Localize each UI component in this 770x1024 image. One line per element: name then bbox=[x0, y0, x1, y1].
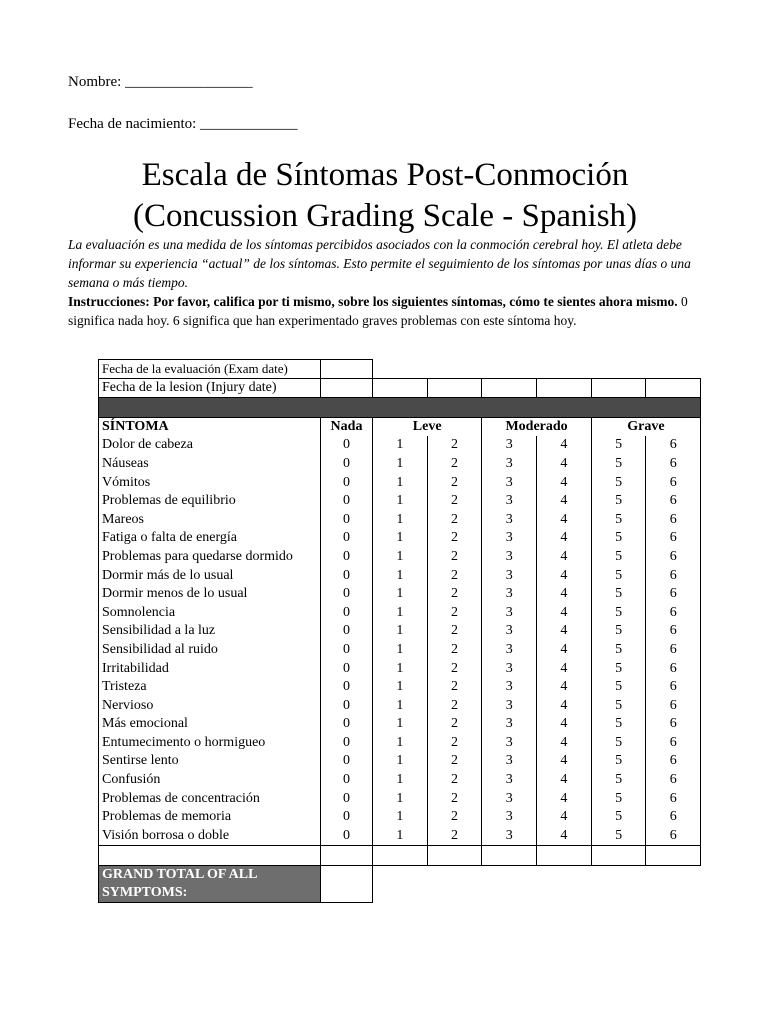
page-subtitle: (Concussion Grading Scale - Spanish) bbox=[132, 198, 638, 234]
score-option-6[interactable]: 6 bbox=[646, 473, 701, 492]
score-option-3[interactable]: 3 bbox=[482, 827, 537, 846]
score-option-6[interactable]: 6 bbox=[646, 529, 701, 548]
spacer-cell bbox=[373, 845, 428, 865]
symptom-label: Irritabilidad bbox=[99, 659, 321, 678]
score-option-2[interactable]: 2 bbox=[427, 603, 482, 622]
score-option-5[interactable]: 5 bbox=[591, 548, 646, 567]
spacer-cell bbox=[646, 845, 701, 865]
score-option-1[interactable]: 1 bbox=[373, 808, 428, 827]
score-option-3[interactable]: 3 bbox=[482, 510, 537, 529]
score-option-0[interactable]: 0 bbox=[321, 715, 373, 734]
score-option-0[interactable]: 0 bbox=[321, 473, 373, 492]
score-option-5[interactable]: 5 bbox=[591, 678, 646, 697]
score-option-1[interactable]: 1 bbox=[373, 548, 428, 567]
score-option-5[interactable]: 5 bbox=[591, 696, 646, 715]
score-option-0[interactable]: 0 bbox=[321, 622, 373, 641]
score-option-4[interactable]: 4 bbox=[537, 734, 592, 753]
dob-field-label: Fecha de nacimiento: _____________ bbox=[68, 116, 298, 132]
spacer-row bbox=[99, 845, 701, 865]
score-option-3[interactable]: 3 bbox=[482, 678, 537, 697]
score-option-6[interactable]: 6 bbox=[646, 771, 701, 790]
symptom-label: Náuseas bbox=[99, 455, 321, 474]
dark-band bbox=[99, 398, 701, 418]
score-option-0[interactable]: 0 bbox=[321, 771, 373, 790]
spacer-cell bbox=[99, 845, 321, 865]
injury-date-cell[interactable] bbox=[591, 379, 646, 398]
score-option-1[interactable]: 1 bbox=[373, 622, 428, 641]
score-option-4[interactable]: 4 bbox=[537, 492, 592, 511]
header-nada: Nada bbox=[321, 418, 373, 437]
score-option-0[interactable]: 0 bbox=[321, 492, 373, 511]
score-option-2[interactable]: 2 bbox=[427, 529, 482, 548]
header-grave: Grave bbox=[591, 418, 700, 437]
symptom-row bbox=[99, 734, 701, 753]
score-option-4[interactable]: 4 bbox=[537, 622, 592, 641]
score-option-1[interactable]: 1 bbox=[373, 827, 428, 846]
score-option-5[interactable]: 5 bbox=[591, 473, 646, 492]
score-option-6[interactable]: 6 bbox=[646, 585, 701, 604]
score-option-0[interactable]: 0 bbox=[321, 603, 373, 622]
header-symptom: SÍNTOMA bbox=[99, 418, 321, 437]
score-option-1[interactable]: 1 bbox=[373, 641, 428, 660]
score-option-6[interactable]: 6 bbox=[646, 566, 701, 585]
symptom-row bbox=[99, 678, 701, 697]
score-option-4[interactable]: 4 bbox=[537, 455, 592, 474]
score-option-2[interactable]: 2 bbox=[427, 566, 482, 585]
score-option-6[interactable]: 6 bbox=[646, 752, 701, 771]
symptom-label: Tristeza bbox=[99, 678, 321, 697]
score-option-2[interactable]: 2 bbox=[427, 548, 482, 567]
score-option-1[interactable]: 1 bbox=[373, 789, 428, 808]
symptom-label: Visión borrosa o doble bbox=[99, 827, 321, 846]
score-option-2[interactable]: 2 bbox=[427, 492, 482, 511]
symptom-row bbox=[99, 585, 701, 604]
score-option-2[interactable]: 2 bbox=[427, 827, 482, 846]
symptom-label: Sensibilidad al ruido bbox=[99, 641, 321, 660]
score-option-2[interactable]: 2 bbox=[427, 808, 482, 827]
score-option-3[interactable]: 3 bbox=[482, 622, 537, 641]
symptom-row bbox=[99, 603, 701, 622]
score-option-4[interactable]: 4 bbox=[537, 789, 592, 808]
symptom-label: Problemas de memoria bbox=[99, 808, 321, 827]
injury-date-input[interactable] bbox=[321, 379, 373, 398]
symptom-row bbox=[99, 529, 701, 548]
score-option-5[interactable]: 5 bbox=[591, 603, 646, 622]
score-option-0[interactable]: 0 bbox=[321, 436, 373, 455]
grand-total-blank bbox=[373, 865, 701, 902]
score-option-6[interactable]: 6 bbox=[646, 808, 701, 827]
injury-date-cell[interactable] bbox=[537, 379, 592, 398]
score-option-3[interactable]: 3 bbox=[482, 771, 537, 790]
score-option-0[interactable]: 0 bbox=[321, 641, 373, 660]
score-option-2[interactable]: 2 bbox=[427, 641, 482, 660]
symptom-row bbox=[99, 492, 701, 511]
exam-date-row bbox=[99, 360, 701, 379]
score-option-2[interactable]: 2 bbox=[427, 715, 482, 734]
spacer-cell bbox=[537, 845, 592, 865]
score-option-1[interactable]: 1 bbox=[373, 436, 428, 455]
score-option-3[interactable]: 3 bbox=[482, 436, 537, 455]
score-option-2[interactable]: 2 bbox=[427, 585, 482, 604]
score-option-6[interactable]: 6 bbox=[646, 548, 701, 567]
score-option-1[interactable]: 1 bbox=[373, 529, 428, 548]
symptom-row bbox=[99, 548, 701, 567]
score-option-4[interactable]: 4 bbox=[537, 659, 592, 678]
score-option-2[interactable]: 2 bbox=[427, 734, 482, 753]
score-option-2[interactable]: 2 bbox=[427, 696, 482, 715]
spacer-cell bbox=[427, 845, 482, 865]
score-option-2[interactable]: 2 bbox=[427, 659, 482, 678]
score-option-0[interactable]: 0 bbox=[321, 827, 373, 846]
symptom-label: Dolor de cabeza bbox=[99, 436, 321, 455]
score-option-4[interactable]: 4 bbox=[537, 678, 592, 697]
score-option-4[interactable]: 4 bbox=[537, 752, 592, 771]
score-option-3[interactable]: 3 bbox=[482, 734, 537, 753]
symptom-label: Mareos bbox=[99, 510, 321, 529]
symptom-row bbox=[99, 510, 701, 529]
symptom-row bbox=[99, 808, 701, 827]
score-option-4[interactable]: 4 bbox=[537, 771, 592, 790]
symptom-row bbox=[99, 827, 701, 846]
symptom-row bbox=[99, 436, 701, 455]
score-option-3[interactable]: 3 bbox=[482, 566, 537, 585]
score-option-2[interactable]: 2 bbox=[427, 510, 482, 529]
score-option-5[interactable]: 5 bbox=[591, 455, 646, 474]
score-option-3[interactable]: 3 bbox=[482, 696, 537, 715]
symptom-row bbox=[99, 696, 701, 715]
symptom-label: Nervioso bbox=[99, 696, 321, 715]
score-option-1[interactable]: 1 bbox=[373, 734, 428, 753]
score-option-3[interactable]: 3 bbox=[482, 473, 537, 492]
score-option-1[interactable]: 1 bbox=[373, 715, 428, 734]
score-option-6[interactable]: 6 bbox=[646, 715, 701, 734]
score-option-6[interactable]: 6 bbox=[646, 622, 701, 641]
score-option-5[interactable]: 5 bbox=[591, 436, 646, 455]
score-option-6[interactable]: 6 bbox=[646, 603, 701, 622]
symptom-scale-table bbox=[98, 359, 701, 903]
symptom-label: Confusión bbox=[99, 771, 321, 790]
score-option-5[interactable]: 5 bbox=[591, 529, 646, 548]
score-option-4[interactable]: 4 bbox=[537, 436, 592, 455]
spacer-cell bbox=[482, 845, 537, 865]
score-option-2[interactable]: 2 bbox=[427, 436, 482, 455]
symptom-label: Dormir menos de lo usual bbox=[99, 585, 321, 604]
score-option-4[interactable]: 4 bbox=[537, 641, 592, 660]
injury-date-cell[interactable] bbox=[482, 379, 537, 398]
score-option-1[interactable]: 1 bbox=[373, 659, 428, 678]
score-option-3[interactable]: 3 bbox=[482, 659, 537, 678]
page-title: Escala de Síntomas Post-Conmoción bbox=[141, 157, 629, 193]
score-option-0[interactable]: 0 bbox=[321, 734, 373, 753]
name-field-label: Nombre: _________________ bbox=[68, 74, 253, 90]
exam-date-input[interactable] bbox=[321, 360, 373, 379]
symptom-label: Somnolencia bbox=[99, 603, 321, 622]
score-option-0[interactable]: 0 bbox=[321, 585, 373, 604]
score-option-0[interactable]: 0 bbox=[321, 678, 373, 697]
symptom-label: Problemas para quedarse dormido bbox=[99, 548, 321, 567]
score-option-3[interactable]: 3 bbox=[482, 789, 537, 808]
score-option-1[interactable]: 1 bbox=[373, 455, 428, 474]
symptom-label: Problemas de equilibrio bbox=[99, 492, 321, 511]
score-option-0[interactable]: 0 bbox=[321, 510, 373, 529]
score-option-1[interactable]: 1 bbox=[373, 771, 428, 790]
injury-date-label: Fecha de la lesion (Injury date) bbox=[99, 379, 321, 398]
score-option-6[interactable]: 6 bbox=[646, 510, 701, 529]
score-option-6[interactable]: 6 bbox=[646, 455, 701, 474]
symptom-row bbox=[99, 641, 701, 660]
score-option-1[interactable]: 1 bbox=[373, 492, 428, 511]
injury-date-cell[interactable] bbox=[646, 379, 701, 398]
score-option-5[interactable]: 5 bbox=[591, 771, 646, 790]
score-option-4[interactable]: 4 bbox=[537, 529, 592, 548]
score-option-4[interactable]: 4 bbox=[537, 808, 592, 827]
score-option-3[interactable]: 3 bbox=[482, 529, 537, 548]
score-option-4[interactable]: 4 bbox=[537, 827, 592, 846]
score-option-0[interactable]: 0 bbox=[321, 752, 373, 771]
score-option-4[interactable]: 4 bbox=[537, 696, 592, 715]
header-leve: Leve bbox=[373, 418, 482, 437]
score-option-3[interactable]: 3 bbox=[482, 455, 537, 474]
score-option-6[interactable]: 6 bbox=[646, 492, 701, 511]
symptom-row bbox=[99, 659, 701, 678]
score-option-6[interactable]: 6 bbox=[646, 659, 701, 678]
score-option-0[interactable]: 0 bbox=[321, 566, 373, 585]
score-option-5[interactable]: 5 bbox=[591, 827, 646, 846]
score-option-4[interactable]: 4 bbox=[537, 548, 592, 567]
score-option-1[interactable]: 1 bbox=[373, 566, 428, 585]
symptom-label: Vómitos bbox=[99, 473, 321, 492]
score-option-5[interactable]: 5 bbox=[591, 659, 646, 678]
symptom-label: Problemas de concentración bbox=[99, 789, 321, 808]
score-option-2[interactable]: 2 bbox=[427, 771, 482, 790]
score-option-0[interactable]: 0 bbox=[321, 789, 373, 808]
score-option-6[interactable]: 6 bbox=[646, 734, 701, 753]
score-option-2[interactable]: 2 bbox=[427, 455, 482, 474]
score-option-1[interactable]: 1 bbox=[373, 473, 428, 492]
score-option-5[interactable]: 5 bbox=[591, 585, 646, 604]
injury-date-row bbox=[99, 379, 701, 398]
symptom-row bbox=[99, 771, 701, 790]
spacer-cell bbox=[591, 845, 646, 865]
injury-date-cell[interactable] bbox=[427, 379, 482, 398]
score-option-5[interactable]: 5 bbox=[591, 622, 646, 641]
instructions-bold: Instrucciones: Por favor, califica por ti mismo, sobre los siguientes síntomas, cómo te sientes ahora mismo. bbox=[68, 294, 678, 309]
intro-block bbox=[68, 235, 693, 330]
score-option-2[interactable]: 2 bbox=[427, 789, 482, 808]
score-option-0[interactable]: 0 bbox=[321, 696, 373, 715]
grand-total-input[interactable] bbox=[321, 865, 373, 902]
score-option-3[interactable]: 3 bbox=[482, 808, 537, 827]
score-option-1[interactable]: 1 bbox=[373, 510, 428, 529]
score-option-0[interactable]: 0 bbox=[321, 455, 373, 474]
score-option-5[interactable]: 5 bbox=[591, 789, 646, 808]
score-option-2[interactable]: 2 bbox=[427, 678, 482, 697]
grand-total-label: GRAND TOTAL OF ALL SYMPTOMS: bbox=[99, 865, 321, 902]
symptom-row bbox=[99, 473, 701, 492]
symptom-label: Sensibilidad a la luz bbox=[99, 622, 321, 641]
score-option-6[interactable]: 6 bbox=[646, 789, 701, 808]
score-option-4[interactable]: 4 bbox=[537, 585, 592, 604]
spacer-cell bbox=[321, 845, 373, 865]
symptom-row bbox=[99, 566, 701, 585]
score-option-2[interactable]: 2 bbox=[427, 622, 482, 641]
symptom-label: Sentirse lento bbox=[99, 752, 321, 771]
symptom-label: Dormir más de lo usual bbox=[99, 566, 321, 585]
score-option-1[interactable]: 1 bbox=[373, 696, 428, 715]
score-option-4[interactable]: 4 bbox=[537, 603, 592, 622]
score-option-1[interactable]: 1 bbox=[373, 585, 428, 604]
score-option-3[interactable]: 3 bbox=[482, 603, 537, 622]
symptom-row bbox=[99, 789, 701, 808]
score-option-0[interactable]: 0 bbox=[321, 548, 373, 567]
score-option-5[interactable]: 5 bbox=[591, 715, 646, 734]
score-option-1[interactable]: 1 bbox=[373, 603, 428, 622]
score-option-1[interactable]: 1 bbox=[373, 678, 428, 697]
symptom-row bbox=[99, 715, 701, 734]
score-option-5[interactable]: 5 bbox=[591, 510, 646, 529]
header-moderado: Moderado bbox=[482, 418, 591, 437]
score-option-4[interactable]: 4 bbox=[537, 473, 592, 492]
symptom-row bbox=[99, 455, 701, 474]
score-option-2[interactable]: 2 bbox=[427, 473, 482, 492]
score-option-4[interactable]: 4 bbox=[537, 510, 592, 529]
score-option-6[interactable]: 6 bbox=[646, 678, 701, 697]
score-option-4[interactable]: 4 bbox=[537, 566, 592, 585]
score-option-6[interactable]: 6 bbox=[646, 641, 701, 660]
score-option-5[interactable]: 5 bbox=[591, 752, 646, 771]
score-option-2[interactable]: 2 bbox=[427, 752, 482, 771]
score-option-4[interactable]: 4 bbox=[537, 715, 592, 734]
symptom-row bbox=[99, 752, 701, 771]
score-option-6[interactable]: 6 bbox=[646, 827, 701, 846]
score-option-3[interactable]: 3 bbox=[482, 548, 537, 567]
score-option-1[interactable]: 1 bbox=[373, 752, 428, 771]
symptom-label: Fatiga o falta de energía bbox=[99, 529, 321, 548]
score-option-0[interactable]: 0 bbox=[321, 529, 373, 548]
score-option-5[interactable]: 5 bbox=[591, 492, 646, 511]
injury-date-cell[interactable] bbox=[373, 379, 428, 398]
score-option-0[interactable]: 0 bbox=[321, 659, 373, 678]
intro-description: La evaluación es una medida de los síntomas percibidos asociados con la conmoción cerebral hoy. El atleta debe informar su experiencia “actual” de los síntomas. Esto permite el seguimiento de los síntomas por unas días o una semana o más tiempo. bbox=[68, 237, 691, 290]
score-option-0[interactable]: 0 bbox=[321, 808, 373, 827]
score-option-6[interactable]: 6 bbox=[646, 696, 701, 715]
score-option-3[interactable]: 3 bbox=[482, 492, 537, 511]
score-option-5[interactable]: 5 bbox=[591, 808, 646, 827]
score-option-5[interactable]: 5 bbox=[591, 641, 646, 660]
score-option-3[interactable]: 3 bbox=[482, 752, 537, 771]
score-option-3[interactable]: 3 bbox=[482, 585, 537, 604]
header-row bbox=[99, 418, 701, 437]
symptom-label: Más emocional bbox=[99, 715, 321, 734]
symptom-row bbox=[99, 622, 701, 641]
symptom-label: Entumecimento o hormigueo bbox=[99, 734, 321, 753]
dark-band-row bbox=[99, 398, 701, 418]
score-option-5[interactable]: 5 bbox=[591, 566, 646, 585]
grand-total-row bbox=[99, 865, 701, 902]
score-option-5[interactable]: 5 bbox=[591, 734, 646, 753]
instructions-text: 0 significa nada hoy. 6 significa que han experimentado graves problemas con este síntoma hoy. bbox=[68, 294, 688, 328]
score-option-6[interactable]: 6 bbox=[646, 436, 701, 455]
exam-date-label: Fecha de la evaluación (Exam date) bbox=[99, 360, 321, 379]
score-option-3[interactable]: 3 bbox=[482, 641, 537, 660]
score-option-3[interactable]: 3 bbox=[482, 715, 537, 734]
